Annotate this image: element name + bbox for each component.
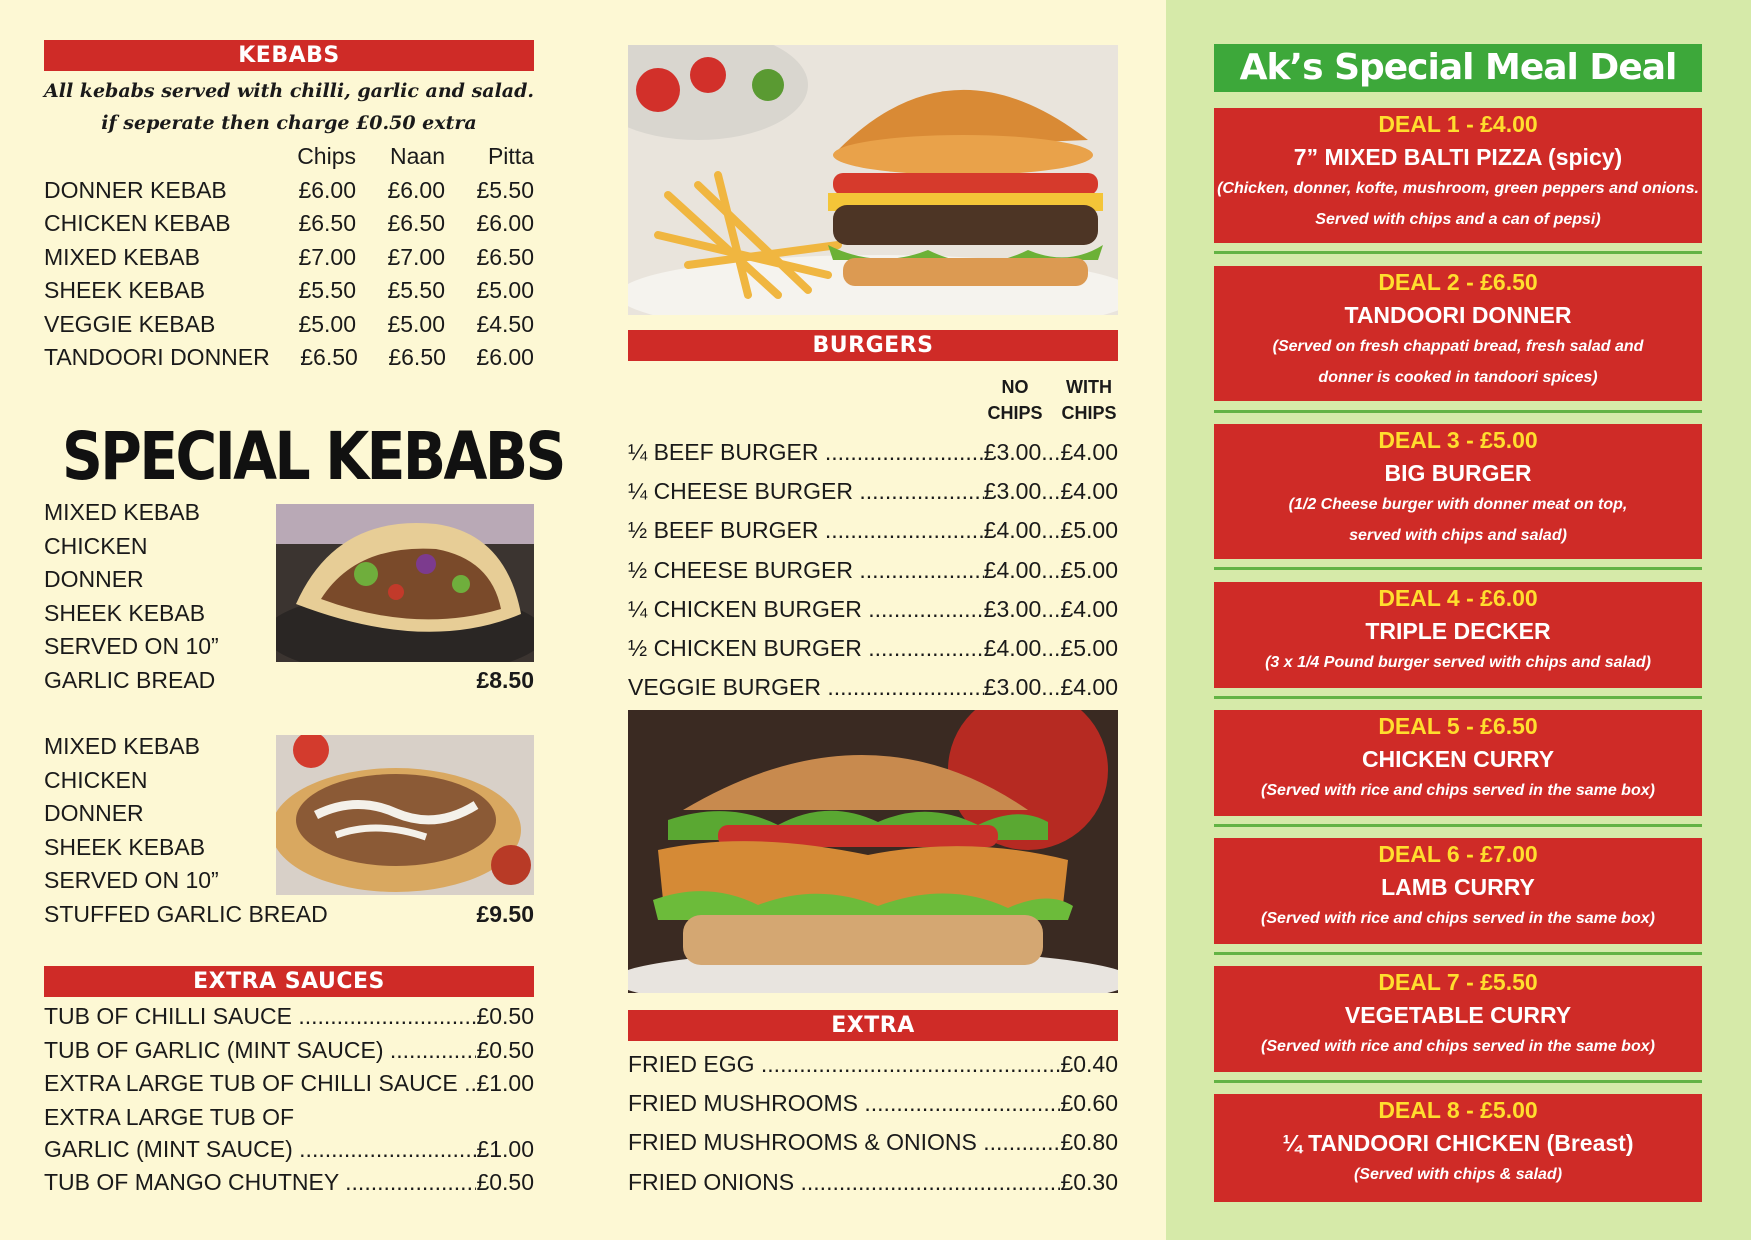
list-item: FRIED EGG ..... £0.40 — [628, 1045, 1118, 1084]
list-item: TUB OF GARLIC (MINT SAUCE) ..... £0.50 — [44, 1034, 534, 1068]
list-item-first-line: EXTRA LARGE TUB OF — [44, 1103, 295, 1130]
special-kebab-item: MIXED KEBAB CHICKEN DONNER SHEEK KEBAB SERVED ON 10” GARLIC BREAD £8.50 — [44, 496, 534, 698]
deal-card: DEAL 8 - £5.00 ¼ TANDOORI CHICKEN (Breast) (Served with chips & salad) — [1214, 1094, 1702, 1202]
special-kebabs-title: SPECIAL KEBABS — [62, 418, 564, 495]
special-kebab-item: MIXED KEBAB CHICKEN DONNER SHEEK KEBAB SERVED ON 10” STUFFED GARLIC BREAD £9.50 — [44, 730, 534, 932]
list-item: ½ CHICKEN BURGER ..... £4.00 ... £5.00 — [628, 629, 1118, 668]
col-with-chips: WITH CHIPS — [1061, 377, 1117, 423]
divider — [1214, 824, 1702, 827]
deal-card: DEAL 1 - £4.00 7” MIXED BALTI PIZZA (spicy) (Chicken, donner, kofte, mushroom, green peppers and onions. Served with chips and a can of pepsi) — [1214, 108, 1702, 243]
col-naan: Naan — [390, 143, 445, 169]
garlic-bread-kebab-image — [276, 735, 534, 895]
divider — [1214, 1080, 1702, 1083]
kebab-row: VEGGIE KEBAB £5.00 £5.00 £4.50 — [44, 310, 534, 337]
list-item: ½ CHEESE BURGER ..... £4.00 ... £5.00 — [628, 551, 1118, 590]
doner-wrap-image — [276, 504, 534, 662]
divider — [1214, 696, 1702, 699]
kebab-row: MIXED KEBAB £7.00 £7.00 £6.50 — [44, 243, 534, 270]
meal-deal-title: Ak’s Special Meal Deal — [1214, 44, 1702, 92]
list-item: FRIED MUSHROOMS & ONIONS ..... £0.80 — [628, 1123, 1118, 1162]
kebab-row: SHEEK KEBAB £5.50 £5.50 £5.00 — [44, 277, 534, 303]
extra-list — [628, 1045, 1118, 1202]
deal-card: DEAL 3 - £5.00 BIG BURGER (1/2 Cheese burger with donner meat on top, served with chips and salad) — [1214, 424, 1702, 559]
deal-card: DEAL 4 - £6.00 TRIPLE DECKER (3 x 1/4 Pound burger served with chips and salad) — [1214, 582, 1702, 688]
kebab-row: DONNER KEBAB £6.00 £6.00 £5.50 — [44, 176, 534, 203]
divider — [1214, 410, 1702, 413]
meal-deal-panel — [1166, 0, 1751, 1240]
kebab-row: TANDOORI DONNER £6.50 £6.50 £6.00 — [44, 344, 534, 370]
extra-sauces-list — [44, 1000, 534, 1200]
extra-header: EXTRA — [628, 1010, 1118, 1041]
list-item: FRIED ONIONS ..... £0.30 — [628, 1163, 1118, 1202]
list-item: VEGGIE BURGER ..... £3.00 ... £4.00 — [628, 668, 1118, 707]
list-item: EXTRA LARGE TUB OF CHILLI SAUCE ..... £1.00 — [44, 1067, 534, 1101]
list-item: ¼ BEEF BURGER ..... £3.00 ... £4.00 — [628, 433, 1118, 472]
kebabs-note: All kebabs served with chilli, garlic and salad. if seperate then charge £0.50 extra — [44, 80, 535, 134]
special-kebab-price: £8.50 — [476, 667, 534, 693]
divider — [1214, 952, 1702, 955]
deal-card: DEAL 5 - £6.50 CHICKEN CURRY (Served with rice and chips served in the same box) — [1214, 710, 1702, 816]
deal-card: DEAL 6 - £7.00 LAMB CURRY (Served with rice and chips served in the same box) — [1214, 838, 1702, 944]
list-item: ¼ CHICKEN BURGER ..... £3.00 ... £4.00 — [628, 590, 1118, 629]
divider — [1214, 567, 1702, 570]
list-item: TUB OF CHILLI SAUCE ..... £0.50 — [44, 1000, 534, 1034]
burgers-header: BURGERS — [628, 330, 1118, 361]
list-item: FRIED MUSHROOMS ..... £0.60 — [628, 1084, 1118, 1123]
col-pitta: Pitta — [487, 143, 534, 169]
special-kebab-price: £9.50 — [476, 901, 534, 927]
kebabs-table — [44, 140, 534, 375]
kebabs-column-headers — [44, 140, 534, 174]
list-item: ¼ CHEESE BURGER ..... £3.00 ... £4.00 — [628, 472, 1118, 511]
chicken-burger-image — [628, 710, 1118, 993]
burger-and-fries-image — [628, 45, 1118, 315]
kebab-row: CHICKEN KEBAB £6.50 £6.50 £6.00 — [44, 210, 534, 236]
col-chips: Chips — [297, 143, 356, 169]
divider — [1214, 251, 1702, 254]
col-no-chips: NO CHIPS — [987, 377, 1043, 423]
list-item: ½ BEEF BURGER ..... £4.00 ... £5.00 — [628, 511, 1118, 550]
deal-card: DEAL 2 - £6.50 TANDOORI DONNER (Served on fresh chappati bread, fresh salad and donner is cooked in tandoori spices) — [1214, 266, 1702, 401]
deal-card: DEAL 7 - £5.50 VEGETABLE CURRY (Served with rice and chips served in the same box) — [1214, 966, 1702, 1072]
list-item: TUB OF MANGO CHUTNEY ..... £0.50 — [44, 1166, 534, 1200]
burgers-list — [628, 433, 1118, 707]
list-item: GARLIC (MINT SAUCE) ..... £1.00 — [44, 1133, 534, 1167]
kebabs-header: KEBABS — [44, 40, 534, 71]
extra-sauces-header: EXTRA SAUCES — [44, 966, 534, 997]
